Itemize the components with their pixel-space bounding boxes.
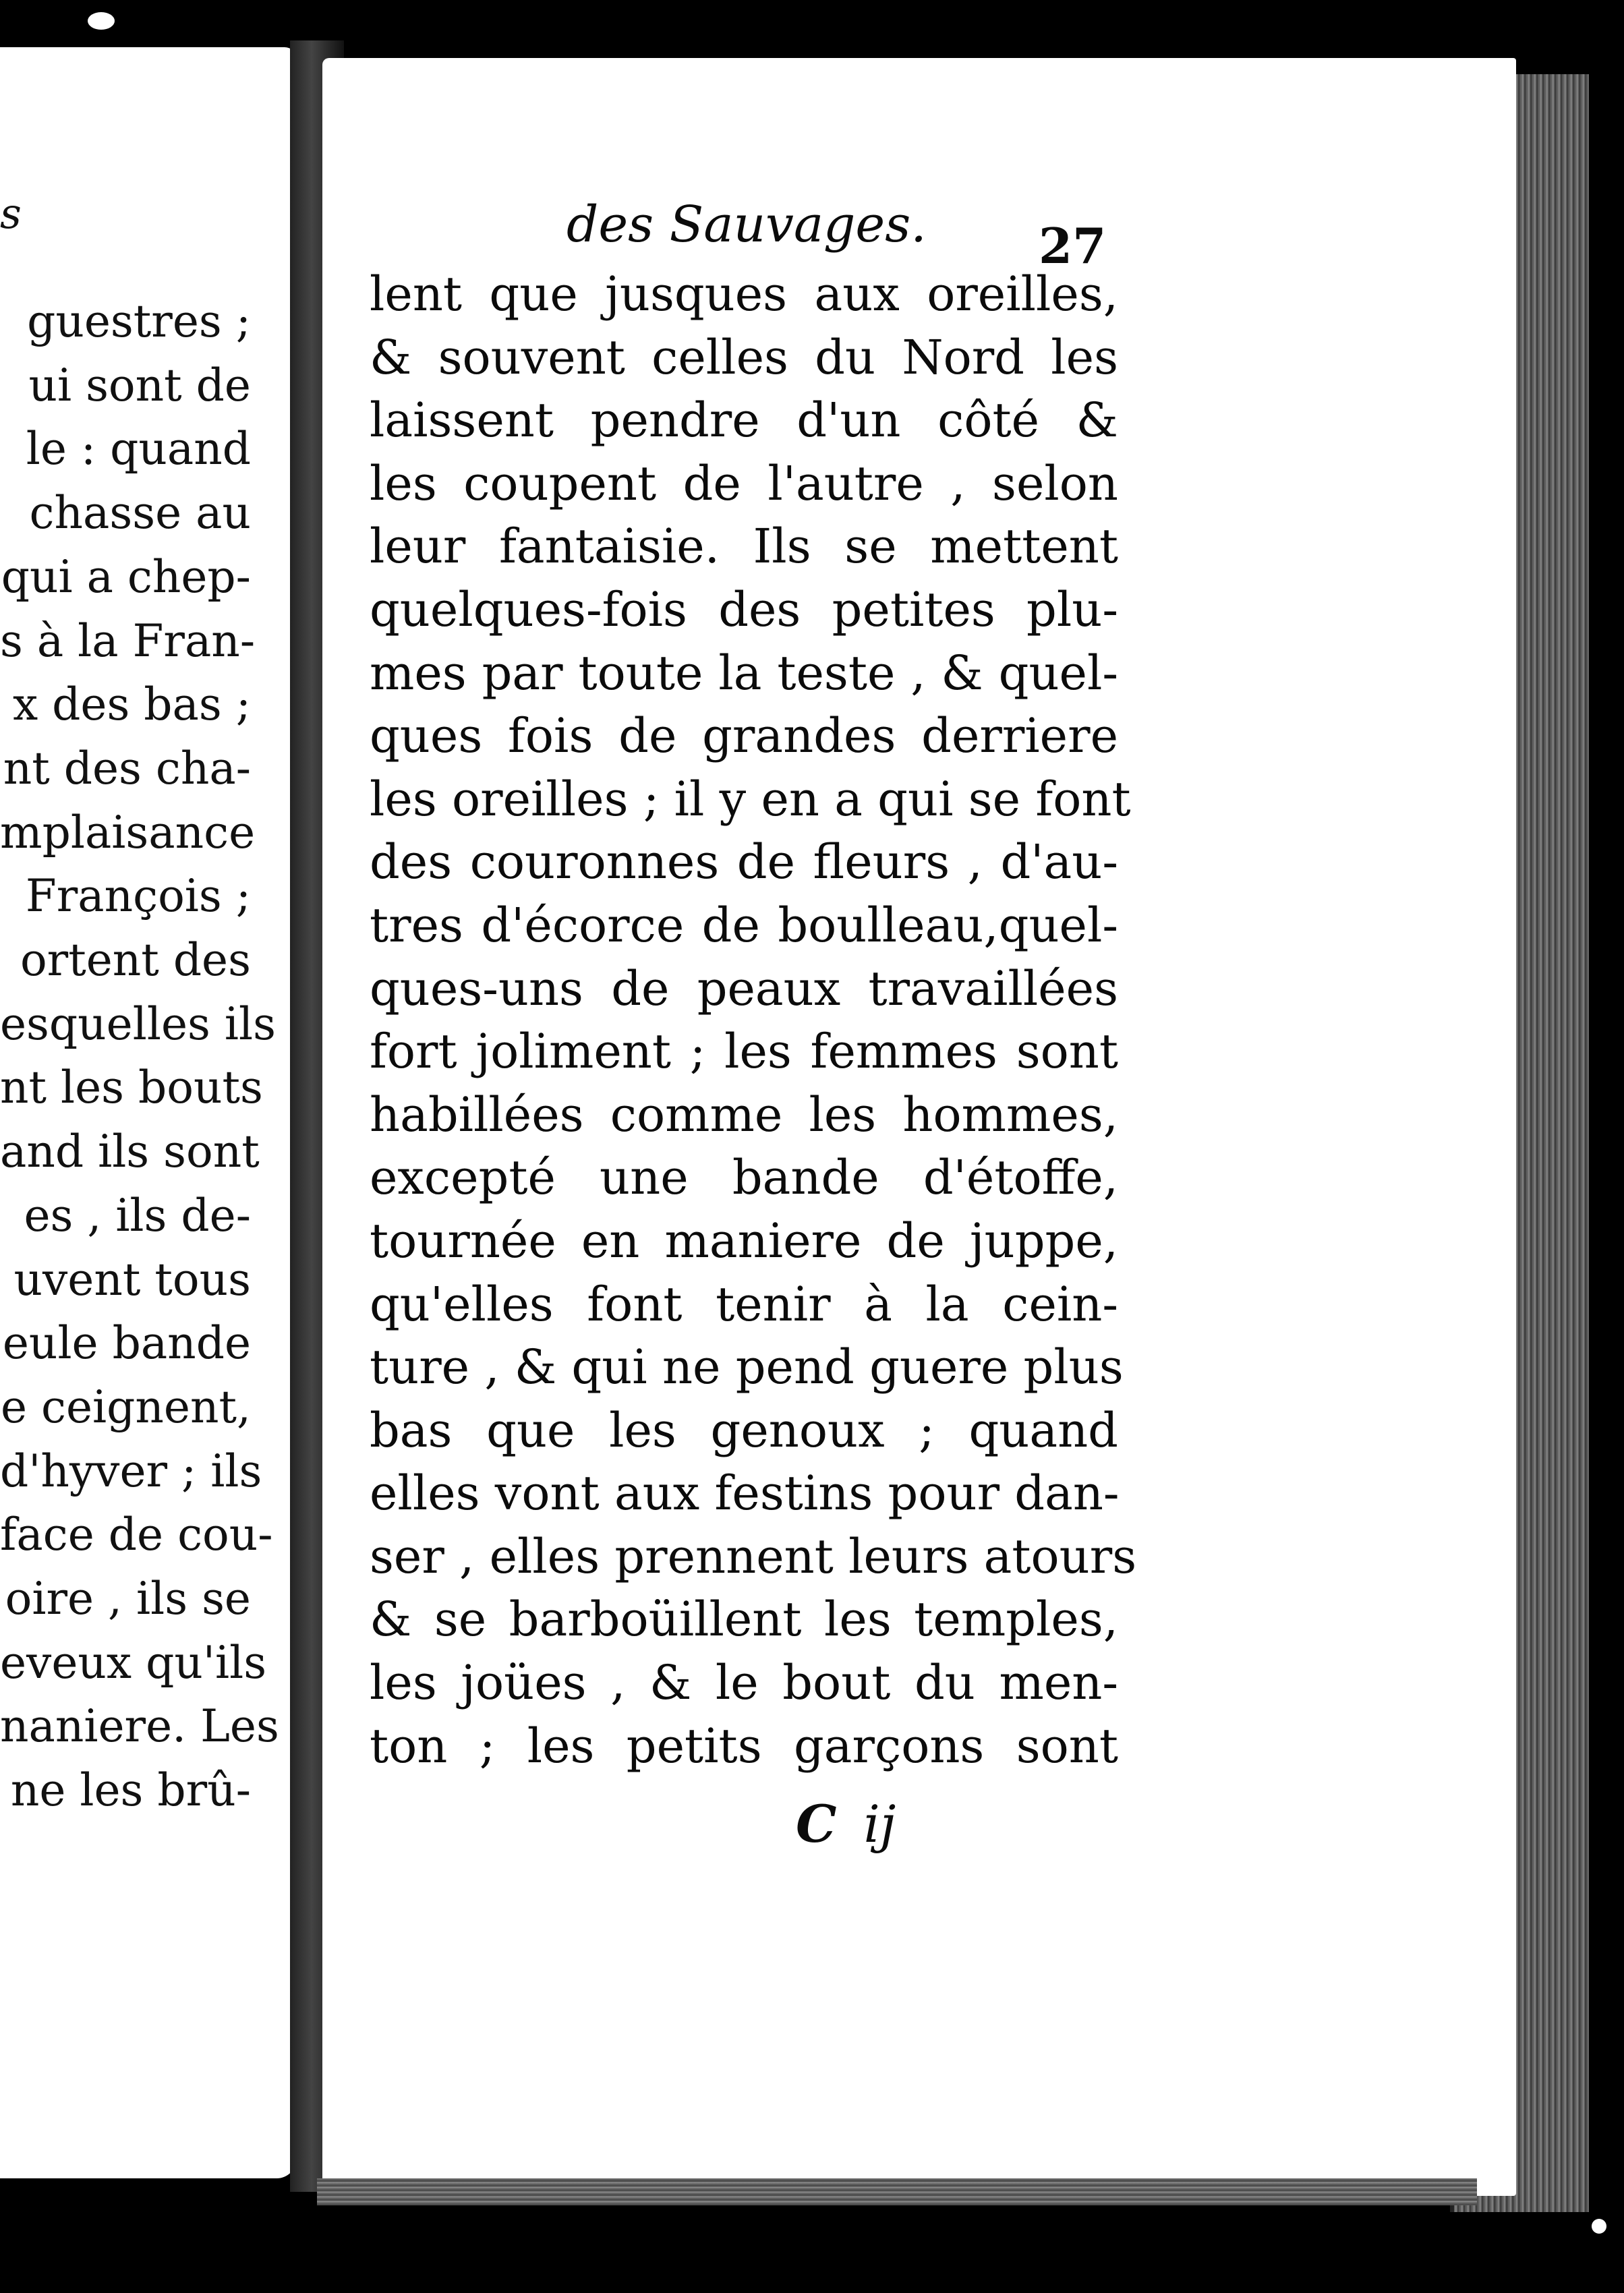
left-text-line: ne les brû- <box>10 1764 251 1817</box>
text-line: ques-uns de peaux travaillées <box>370 960 1118 1016</box>
left-text-line: ui sont de <box>28 359 251 411</box>
signature-number: ij <box>863 1794 896 1854</box>
text-line: leur fantaisie. Ils se mettent <box>370 519 1118 575</box>
left-running-head: s <box>0 189 22 238</box>
text-line: & souvent celles du Nord les <box>370 329 1118 385</box>
left-text-line: esquelles ils <box>0 997 276 1050</box>
text-line: des couronnes de fleurs , d'au- <box>370 834 1118 890</box>
page-bottom-edge <box>317 2178 1477 2205</box>
page-number: 27 <box>1039 217 1107 274</box>
running-head: des Sauvages. <box>567 196 927 254</box>
text-line: les joües , & le bout du men- <box>370 1655 1118 1711</box>
corner-speck <box>1592 2219 1606 2234</box>
signature-letter: C <box>796 1794 837 1854</box>
text-line: ser , elles prennent leurs atours <box>370 1528 1137 1584</box>
left-text-line: chasse au <box>29 487 251 540</box>
left-text-line: es , ils de- <box>24 1189 251 1242</box>
text-line: laissent pendre d'un côté & <box>370 393 1118 448</box>
left-text-line: le : quand <box>26 423 251 475</box>
text-line: fort joliment ; les femmes sont <box>370 1024 1118 1080</box>
left-text-line: uvent tous <box>13 1253 251 1306</box>
text-line: excepté une bande d'étoffe, <box>370 1150 1118 1206</box>
left-text-line: s à la Fran- <box>0 614 256 667</box>
left-text-line: qui a chep- <box>1 550 251 603</box>
text-line: ton ; les petits garçons sont <box>370 1718 1118 1774</box>
text-line: ture , & qui ne pend guere plus <box>370 1339 1124 1395</box>
left-text-line: x des bas ; <box>12 678 251 731</box>
text-line: elles vont aux festins pour dan- <box>370 1465 1120 1521</box>
text-line: lent que jusques aux oreilles, <box>370 266 1118 322</box>
left-text-line: oire , ils se <box>5 1573 251 1625</box>
text-line: les coupent de l'autre , selon <box>370 455 1118 511</box>
right-page-text <box>370 263 1137 1778</box>
text-line: les oreilles ; il y en a qui se font <box>370 771 1131 827</box>
left-page-text <box>0 290 279 1823</box>
text-line: qu'elles font tenir à la cein- <box>370 1276 1118 1332</box>
left-text-line: nt les bouts <box>0 1062 263 1114</box>
left-text-line: naniere. Les <box>0 1700 279 1753</box>
left-text-line: and ils sont <box>0 1126 260 1178</box>
left-text-line: e ceignent, <box>1 1381 251 1433</box>
text-line: mes par toute la teste , & quel- <box>370 645 1118 701</box>
left-text-line: eveux qu'ils <box>0 1636 267 1689</box>
left-text-line: François ; <box>25 870 251 923</box>
left-text-line: d'hyver ; ils <box>0 1445 262 1497</box>
text-line: ques fois de grandes derriere <box>370 708 1118 764</box>
left-text-line: nt des cha- <box>3 742 251 794</box>
left-text-line: ortent des <box>20 934 251 987</box>
left-text-line: mplaisance <box>0 806 256 859</box>
corner-speck <box>88 12 115 30</box>
left-text-line: eule bande <box>2 1317 251 1370</box>
text-line: tournée en maniere de juppe, <box>370 1213 1118 1269</box>
text-line: bas que les genoux ; quand <box>370 1402 1118 1458</box>
text-line: tres d'écorce de boulleau,quel- <box>370 897 1118 953</box>
signature-mark <box>796 1794 896 1854</box>
text-line: habillées comme les hommes, <box>370 1086 1118 1142</box>
left-page <box>0 47 297 2178</box>
text-line: & se barboüillent les temples, <box>370 1592 1118 1648</box>
text-line: quelques-fois des petites plu- <box>370 581 1118 637</box>
left-text-line: guestres ; <box>27 295 251 347</box>
left-text-line: face de cou- <box>0 1509 273 1561</box>
